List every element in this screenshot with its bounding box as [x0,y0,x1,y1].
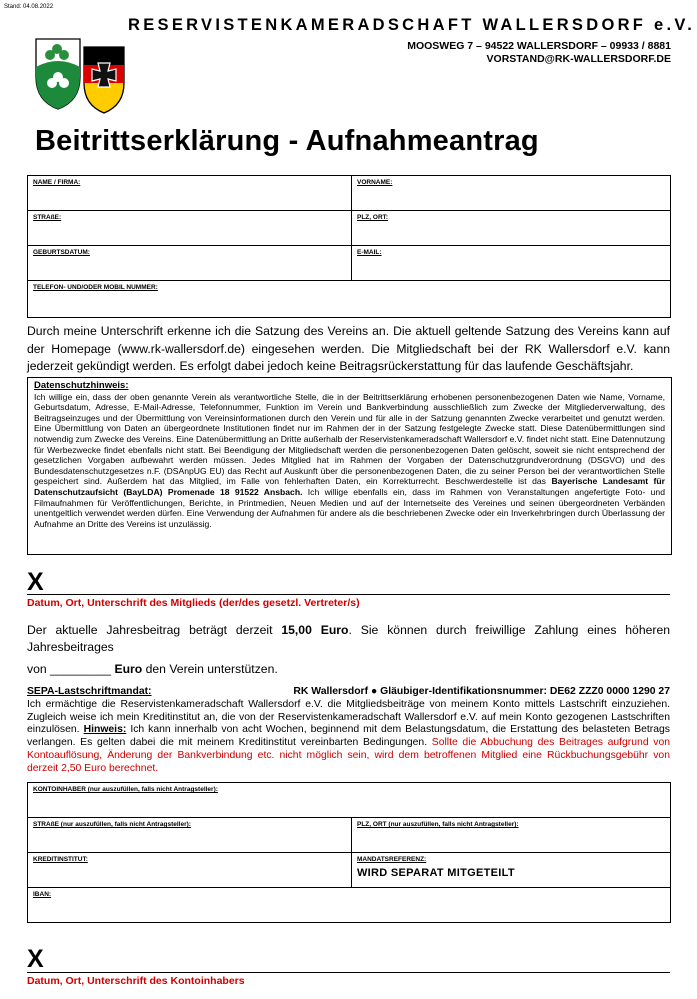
member-signature-line[interactable] [27,594,670,595]
organization-name: RESERVISTENKAMERADSCHAFT WALLERSDORF e.V. [128,16,696,34]
telefon-label: TELEFON- UND/ODER MOBIL NUMMER: [33,284,158,291]
bank-strasse-field[interactable] [28,818,352,853]
plz-ort-label: PLZ, ORT: [357,214,389,221]
member-form [27,175,671,318]
email-label: E-MAIL: [357,249,382,256]
account-holder-signature-mark: X [27,945,44,973]
voluntary-amount-blank[interactable]: _________ [50,662,112,676]
sepa-refund-text: Ich kann innerhalb von acht Wochen, beginnend mit dem Belastungsdatum, die Erstattung des belasteten Betrags verlangen. Es gelten dabei die mit meinem Kreditinstitut vereinbarten Bedingungen. [27,724,671,749]
revision-date: Stand: 04.08.2022 [4,4,54,10]
data-protection-text: Ich willige ein, dass der oben genannte Verein als verantwortliche Stelle, die in der Beitrittserklärung erhobenen personenbezogenen Daten wie Name, Vorname, Geburtsdatum, Adresse, E-Mail-Adresse, Telefonnummer, Funktion im Verein und Bankverbindung ausschließlich zum Zwecke der Mitgliederverwaltung, des Beitragseinzuges und der Übermittlung von Vereinsinformationen durch den Verein und für alle in der Satzung genannten Zwecke verarbeitet und genutzt werden. Eine Übermittlung von Daten an übergeordnete Institutionen findet nur im Rahmen der in der Satzung festgelegte Zwecke statt. Diese Datenübermittlungen sind notwendig zum Zwecke des Vereins. Eine Datenübermittlung an Dritte außerhalb der Reservistenkameradschaft Wallersdorf e.V. findet nicht statt. Eine Datennutzung für Werbezwecke findet ebenfalls nicht statt. Bei Beendigung der Mitgliedschaft werden die personenbezogenen Daten gelöscht, soweit sie nicht entsprechend der gesetzlichen Vorgaben aufbewahrt werden müssen. Jedes Mitglied hat im Rahmen der Vorgaben der Datenschutzgrundverordnung (DSGVO) und des Bundesdatenschutzgesetzes n.F. (DSAnpUG EU) das Recht auf Auskunft über die personenbezogenen Daten, die zu seiner Person bei der verantwortlichen Stelle gespeichert sind. Außerdem hat das Mitglied, im Falle von fehlerhaften Daten, ein Korrekturrecht. Beschwerdestelle ist das [34,391,665,487]
fee-amount: 15,00 Euro [281,623,349,637]
sepa-authorization-text: Ich ermächtige die Reservistenkameradschaft Wallersdorf e.V. die Mitgliedsbeiträge von meinem Konto mittels Lastschrift einzuziehen. Zugleich weise ich mein Kreditinstitut an, die von der Reservistenkameradschaft Wallersdorf e.V. auf mein Konto gezogenen Lastschriften einzulösen. [27,698,670,736]
telefon-field[interactable] [28,281,671,318]
fee-text-before: Der aktuelle Jahresbeitrag beträgt derzeit [27,623,273,637]
media-consent-text: Ich willige ebenfalls ein, dass im Rahmen von Veranstaltungen angefertigte Foto- und Filmaufnahmen für Veröffentlichungen, Berichte, in Printmedien, Neuen Medien und auf der Internetseite des Vereines und seinen übergeordneten Verbänden unentgeltlich verwendet werden dürfen. Eine Verwendung der Aufnahmen für andere als die beschriebenen Zwecke oder ein Inverkehrbringen durch Überlassung der Aufnahme an Dritte des Vereins ist unzulässig. [34,486,665,529]
mandatsreferenz-label: MANDATSREFERENZ: [357,856,427,863]
account-holder-signature-line[interactable] [27,972,670,973]
fee-text-after: . Sie können durch freiwillige Zahlung eines höheren Jahresbeitrages [27,623,670,654]
iban-field[interactable] [28,888,671,923]
sepa-hinweis-label: Hinweis: [83,724,127,736]
page-title: Beitrittserklärung - Aufnahmeantrag [35,125,539,157]
bank-strasse-label: STRAßE (nur auszufüllen, falls nicht Antragsteller): [33,821,191,828]
data-protection-heading: Datenschutzhinweis: [34,380,129,391]
vorname-label: VORNAME: [357,179,393,186]
email-field[interactable] [352,246,671,281]
sepa-mandate-label: SEPA-Lastschriftmandat: [27,686,152,697]
name-field[interactable] [28,176,352,211]
kreditinstitut-field[interactable] [28,853,352,888]
bank-plz-ort-field[interactable] [352,818,671,853]
geburtsdatum-label: GEBURTSDATUM: [33,249,90,256]
club-logo [30,25,130,115]
mandatsreferenz-value: WIRD SEPARAT MITGETEILT [357,867,515,879]
supervisory-authority: Bayerische Landesamt für Datenschutzaufsicht (BayLDA) Promenade 18 91522 Ansbach. [34,476,666,497]
mandatsreferenz-field [352,853,671,888]
bank-plz-ort-label: PLZ, ORT (nur auszufüllen, falls nicht Antragsteller): [357,821,519,828]
creditor-id: RK Wallersdorf ● Gläubiger-Identifikationsnummer: DE62 ZZZ0 0000 1290 27 [293,686,670,697]
organization-address: MOOSWEG 7 – 94522 WALLERSDORF – 09933 / 8881 [407,40,671,52]
sepa-mandate [27,686,670,776]
data-protection-notice [27,377,672,555]
vorname-field[interactable] [352,176,671,211]
member-signature-caption: Datum, Ort, Unterschrift des Mitglieds (der/des gesetzl. Vertreter/s) [27,597,360,609]
organization-email: VORSTAND@RK-WALLERSDORF.DE [486,53,671,65]
chargeback-warning: Sollte die Abbuchung des Beitrages aufgrund von Kontoauflösung, Änderung der Bankverbindung etc. nicht möglich sein, wird dem betroffenen Mitglied eine Rückbuchungsgebühr von derzeit 2,50 Euro berechnet. [27,737,671,774]
voluntary-amount-line [27,662,278,676]
geburtsdatum-field[interactable] [28,246,352,281]
support-text: den Verein unterstützen. [145,662,278,676]
strasse-label: STRAßE: [33,214,62,221]
kontoinhaber-label: KONTOINHABER (nur auszufüllen, falls nicht Antragsteller): [33,786,218,793]
statute-statement: Durch meine Unterschrift erkenne ich die Satzung des Vereins an. Die aktuell geltende Satzung des Vereins kann auf der Homepage (www.rk-wallersdorf.de) eingesehen werden. Die Mitgliedschaft bei der RK Wallersdorf e.V. kann jederzeit gekündigt werden. Es erfolgt dabei jedoch keine Beitragsrückerstattung für das laufende Geschäftsjahr. [27,324,670,373]
member-signature-mark: X [27,568,44,596]
strasse-field[interactable] [28,211,352,246]
bank-form [27,782,671,923]
euro-label: Euro [114,662,143,676]
name-label: NAME / FIRMA: [33,179,81,186]
plz-ort-field[interactable] [352,211,671,246]
account-holder-signature-caption: Datum, Ort, Unterschrift des Kontoinhabers [27,975,245,987]
sepa-header-line [27,686,670,699]
annual-fee-text [27,622,670,656]
kreditinstitut-label: KREDITINSTITUT: [33,856,88,863]
iban-label: IBAN: [33,891,52,898]
von-label: von [27,662,47,676]
kontoinhaber-field[interactable] [28,783,671,818]
